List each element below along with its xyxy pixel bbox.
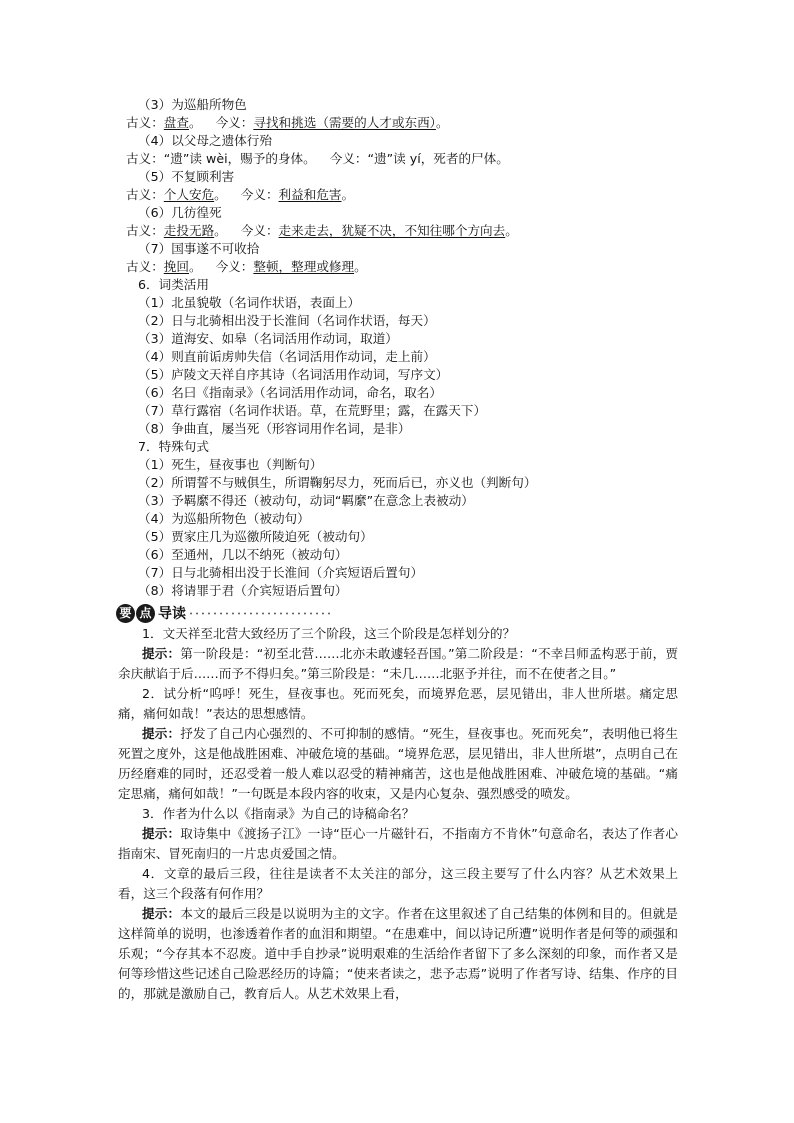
tip-label: 提示： <box>142 646 181 661</box>
list-item: （1）北虽貌敬（名词作状语，表面上） <box>138 295 361 310</box>
question-2: 2．试分析“呜呼！死生，昼夜事也。死而死矣，而境界危恶，层见错出，非人世所堪。痛定思痛，痛何如哉！”表达的思想感情。 <box>118 686 678 721</box>
section-title-special-sentences: 7．特殊句式 <box>138 439 209 454</box>
list-item: （1）死生，昼夜事也（判断句） <box>138 457 323 472</box>
modern-meaning: 整顿，整理或修理 <box>253 259 355 274</box>
ancient-label: 古义： <box>126 223 164 238</box>
list-item: （8）将请罪于君（介宾短语后置句） <box>138 583 348 598</box>
tip-label: 提示： <box>142 726 181 741</box>
ancient-meaning: 盘查 <box>163 115 189 130</box>
vocab-meaning-line: 古义：个人安危。 今义：利益和危害。 <box>126 187 355 202</box>
document-page <box>118 96 678 1004</box>
question-3: 3．作者为什么以《指南录》为自己的诗稿命名？ <box>142 806 415 821</box>
list-item: （8）争曲直，屡当死（形容词用作名词，是非） <box>138 421 411 436</box>
ancient-label: 古义： <box>126 187 164 202</box>
modern-label: 今义： <box>215 115 254 130</box>
ancient-meaning: 挽回 <box>163 259 189 274</box>
list-item: （6）至通州，几以不纳死（被动句） <box>138 547 348 562</box>
question-1: 1．文天祥至北营大致经历了三个阶段，这三个阶段是怎样划分的？ <box>142 626 516 641</box>
ancient-meaning: “遗”读 wèi，赐予的身体。 <box>163 151 316 166</box>
vocab-meaning-line: 古义：盘查。 今义：寻找和挑选（需要的人才或东西）。 <box>126 115 449 130</box>
key-points-badge <box>116 603 186 623</box>
answer-1 <box>118 644 678 684</box>
badge-circle: 点 <box>136 604 155 623</box>
ancient-meaning: 个人安危 <box>163 187 215 202</box>
answer-3 <box>118 824 678 864</box>
answer-text: 取诗集中《渡扬子江》一诗“臣心一片磁针石，不指南方不肯休”句意命名，表达了作者心指南宋、冒死南归的一片忠贞爱国之情。 <box>118 826 678 861</box>
dotted-rule <box>188 612 330 615</box>
ancient-label: 古义： <box>126 151 164 166</box>
badge-title: 导读 <box>158 606 186 622</box>
tip-label: 提示： <box>142 826 181 841</box>
vocab-heading: （3）为巡船所物色 <box>138 97 247 112</box>
answer-text: 第一阶段是：“初至北营……北亦未敢遽轻吾国。”第二阶段是：“不幸吕师孟构恶于前，贾余庆献谄于后……而予不得归矣。”第三阶段是：“未几……北驱予并往，而不在使者之目。” <box>118 646 679 681</box>
list-item: （5）庐陵文天祥自序其诗（名词活用作动词，写序文） <box>138 367 449 382</box>
ancient-label: 古义： <box>126 115 164 130</box>
list-item: （2）所谓誓不与贼俱生，所谓鞠躬尽力，死而后已，亦义也（判断句） <box>138 475 537 490</box>
list-item: （2）日与北骑相出没于长淮间（名词作状语，每天） <box>138 313 436 328</box>
section-title-word-usage: 6．词类活用 <box>138 277 209 292</box>
vocab-heading: （4）以父母之遗体行殆 <box>138 133 272 148</box>
list-item: （7）草行露宿（名词作状语。草，在荒野里；露，在露天下） <box>138 403 487 418</box>
vocab-heading: （6）几彷徨死 <box>138 205 222 220</box>
vocab-meaning-line: 古义：挽回。 今义：整顿，整理或修理。 <box>126 259 367 274</box>
list-item: （4）则直前诟虏帅失信（名词活用作动词，走上前） <box>138 349 436 364</box>
tip-label: 提示： <box>142 906 181 921</box>
list-item: （5）贾家庄几为巡徼所陵迫死（被动句） <box>138 529 373 544</box>
answer-4 <box>118 904 678 1004</box>
modern-label: 今义： <box>240 223 279 238</box>
answer-2 <box>118 724 678 804</box>
list-item: （7）日与北骑相出没于长淮间（介宾短语后置句） <box>138 565 424 580</box>
modern-label: 今义： <box>329 151 368 166</box>
answer-text: 抒发了自己内心强烈的、不可抑制的感情。“死生，昼夜事也。死而死矣”，表明他已将生死置之度外，这是他战胜困难、冲破危境的基础。“境界危恶，层见错出，非人世所堪”，点明自己在历经磨难的同时，还忍受着一般人难以忍受的精神痛苦，这也是他战胜困难、冲破危境的基础。“痛定思痛，痛何如哉！”一句既是本段内容的收束，又是内心复杂、强烈感受的喷发。 <box>118 726 678 801</box>
list-item: （3）予羁縻不得还（被动句，动词“羁縻”在意念上表被动） <box>138 493 474 508</box>
vocab-meaning-line: 古义：走投无路。 今义：走来走去，犹疑不决，不知往哪个方向去。 <box>126 223 518 238</box>
list-item: （6）名曰《指南录》（名词活用作动词，命名，取名） <box>138 385 442 400</box>
modern-meaning: “遗”读 yí，死者的尸体。 <box>367 151 509 166</box>
question-4: 4．文章的最后三段，往往是读者不太关注的部分，这三段主要写了什么内容？从艺术效果上看，这三个段落有何作用？ <box>118 866 678 901</box>
modern-meaning: 寻找和挑选（需要的人才或东西） <box>253 115 436 130</box>
vocab-heading: （7）国事遂不可收拾 <box>138 241 260 256</box>
vocab-heading: （5）不复顾利害 <box>138 169 235 184</box>
key-points-heading <box>118 602 678 624</box>
badge-circle: 要 <box>116 604 135 623</box>
modern-meaning: 利益和危害 <box>278 187 342 202</box>
list-item: （4）为巡船所物色（被动句） <box>138 511 310 526</box>
answer-text: 本文的最后三段是以说明为主的文字。作者在这里叙述了自己结集的体例和目的。但就是这样简单的说明，也渗透着作者的血泪和期望。“在患难中，间以诗记所遭”说明作者是何等的顽强和乐观；“今存其本不忍废。道中手自抄录”说明艰难的生活给作者留下了多么深刻的印象，而作者又是何等珍惜这些记述自己险恶经历的诗篇；“使来者读之，悲予志焉”说明了作者写诗、结集、作序的目的，那就是激励自己，教育后人。从艺术效果上看， <box>118 906 679 1001</box>
list-item: （3）道海安、如皋（名词活用作动词，取道） <box>138 331 398 346</box>
ancient-label: 古义： <box>126 259 164 274</box>
modern-meaning: 走来走去，犹疑不决，不知往哪个方向去 <box>278 223 506 238</box>
ancient-meaning: 走投无路 <box>163 223 215 238</box>
vocab-meaning-line <box>118 150 678 168</box>
modern-label: 今义： <box>215 259 254 274</box>
modern-label: 今义： <box>240 187 279 202</box>
